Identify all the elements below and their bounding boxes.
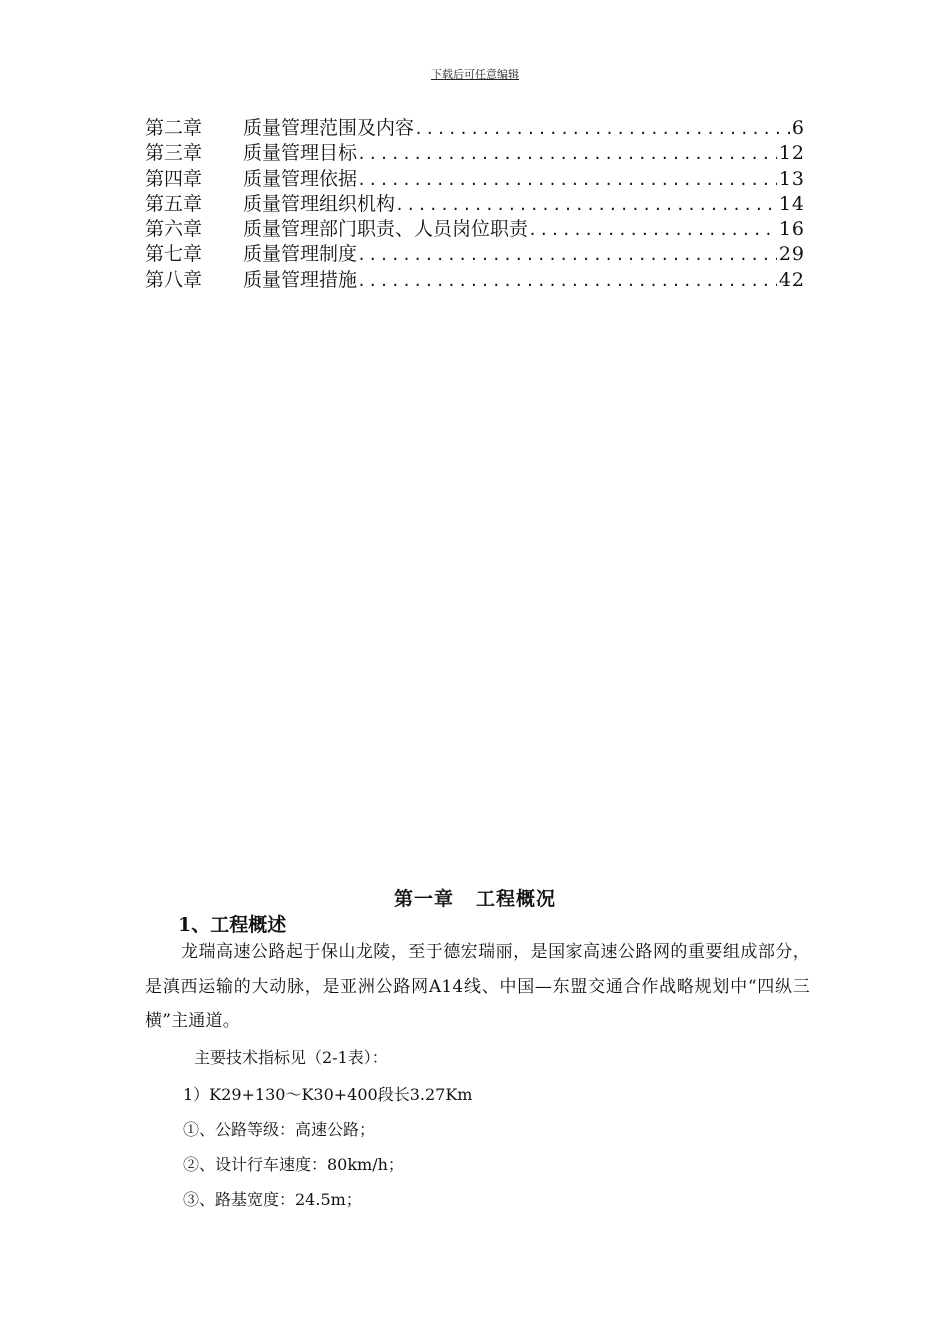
toc-dot-leader	[414, 117, 790, 141]
toc-dot-leader	[528, 218, 777, 242]
toc-page-number: 16	[778, 218, 805, 241]
toc-page-number: 14	[778, 192, 805, 215]
toc-page-number: 12	[778, 142, 805, 165]
chapter-title: 工程概况	[476, 888, 557, 910]
toc-chapter-title: 质量管理部门职责、人员岗位职责	[243, 218, 529, 241]
spec-intro: 主要技术指标见（2-1表）：	[194, 1048, 388, 1067]
toc-chapter-number: 第六章	[145, 218, 203, 241]
toc-entry[interactable]	[145, 268, 805, 293]
toc-dot-leader	[357, 269, 777, 293]
toc-page-number: 42	[778, 268, 805, 291]
table-of-contents	[145, 116, 805, 293]
toc-entry[interactable]	[145, 116, 805, 141]
header-note: 下载后可任意编辑	[431, 68, 519, 81]
toc-entry[interactable]	[145, 192, 805, 217]
toc-chapter-number: 第四章	[145, 167, 203, 190]
toc-chapter-title: 质量管理制度	[243, 243, 358, 266]
toc-entry[interactable]	[145, 217, 805, 242]
toc-chapter-title: 质量管理依据	[243, 167, 358, 190]
toc-page-number: 29	[778, 243, 805, 266]
toc-chapter-number: 第五章	[145, 192, 203, 215]
chapter-number: 第一章	[393, 888, 454, 910]
body-paragraph: 龙瑞高速公路起于保山龙陵，至于德宏瑞丽，是国家高速公路网的重要组成部分，是滇西运输的大动脉，是亚洲公路网A14线、中国—东盟交通合作战略规划中“四纵三横”主通道。	[145, 942, 810, 1031]
toc-chapter-title: 质量管理范围及内容	[243, 117, 415, 139]
toc-dot-leader	[395, 193, 777, 217]
spec-item: ③、路基宽度：24.5m；	[183, 1190, 362, 1209]
toc-entry[interactable]	[145, 141, 805, 166]
toc-chapter-number: 第三章	[145, 142, 203, 165]
toc-dot-leader	[357, 142, 777, 166]
toc-chapter-number: 第八章	[145, 268, 203, 291]
toc-dot-leader	[357, 243, 777, 267]
toc-entry[interactable]	[145, 167, 805, 192]
toc-page-number: 13	[778, 167, 805, 190]
toc-chapter-title: 质量管理措施	[243, 268, 358, 291]
toc-entry[interactable]	[145, 242, 805, 267]
toc-chapter-title: 质量管理组织机构	[243, 192, 396, 215]
spec-item: ②、设计行车速度：80km/h；	[183, 1155, 404, 1174]
spec-item: 1）K29+130～K30+400段长3.27Km	[183, 1085, 473, 1104]
toc-dot-leader	[357, 168, 777, 192]
toc-page-number: 6	[791, 117, 805, 139]
toc-chapter-number: 第二章	[145, 117, 203, 139]
chapter-heading	[0, 884, 950, 911]
spec-item: ①、公路等级：高速公路；	[183, 1120, 376, 1139]
toc-chapter-title: 质量管理目标	[243, 142, 358, 165]
section-heading: 1、工程概述	[178, 914, 287, 936]
toc-chapter-number: 第七章	[145, 243, 203, 266]
